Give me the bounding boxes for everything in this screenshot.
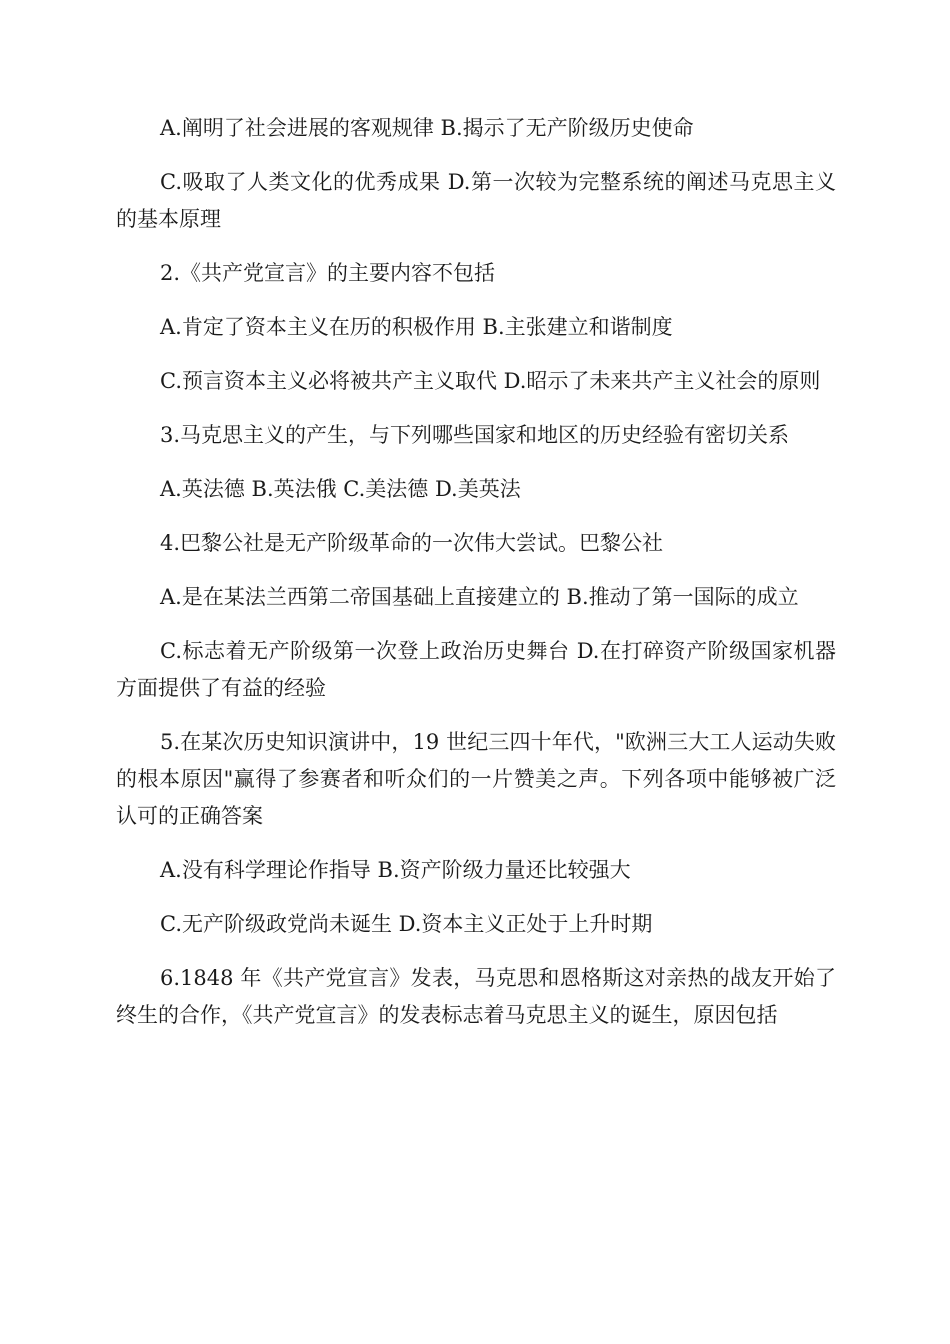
option-line-5b: C.无产阶级政党尚未诞生 D.资本主义正处于上升时期 xyxy=(160,912,653,936)
question-4: 4.巴黎公社是无产阶级革命的一次伟大尝试。巴黎公社 xyxy=(160,531,664,555)
option-line-4a: A.是在某法兰西第二帝国基础上直接建立的 B.推动了第一国际的成立 xyxy=(160,585,799,609)
option-line-3: A.英法德 B.英法俄 C.美法德 D.美英法 xyxy=(160,477,521,501)
question-6: 6.1848 年《共产党宣言》发表，马克思和恩格斯这对亲热的战友开始了终生的合作，《共产党宣言》的发表标志着马克思主义的诞生，原因包括 xyxy=(116,966,836,1027)
option-line-5a: A.没有科学理论作指导 B.资产阶级力量还比较强大 xyxy=(160,858,631,882)
option-line-1b: C.吸取了人类文化的优秀成果 D.第一次较为完整系统的阐述马克思主义的基本原理 xyxy=(116,170,836,231)
option-line-2b: C.预言资本主义必将被共产主义取代 D.昭示了未来共产主义社会的原则 xyxy=(160,369,821,393)
question-2: 2.《共产党宣言》的主要内容不包括 xyxy=(160,261,496,285)
option-line-2a: A.肯定了资本主义在历的积极作用 B.主张建立和谐制度 xyxy=(160,315,673,339)
document-body xyxy=(116,110,836,1051)
option-line-1a: A.阐明了社会进展的客观规律 B.揭示了无产阶级历史使命 xyxy=(160,116,694,140)
question-3: 3.马克思主义的产生，与下列哪些国家和地区的历史经验有密切关系 xyxy=(160,423,790,447)
question-5: 5.在某次历史知识演讲中，19 世纪三四十年代，"欧洲三大工人运动失败的根本原因"赢得了参赛者和听众们的一片赞美之声。下列各项中能够被广泛认可的正确答案 xyxy=(116,730,836,828)
option-line-4b: C.标志着无产阶级第一次登上政治历史舞台 D.在打碎资产阶级国家机器方面提供了有益的经验 xyxy=(116,639,836,700)
